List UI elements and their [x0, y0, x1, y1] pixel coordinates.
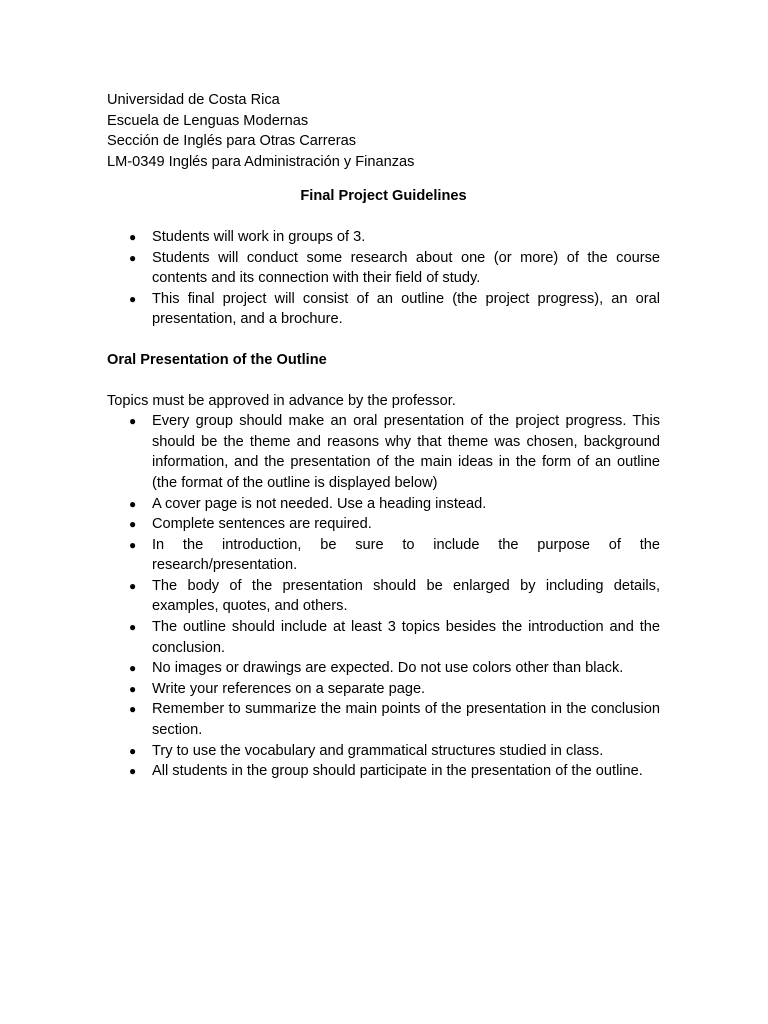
- header-section: Sección de Inglés para Otras Carreras: [107, 133, 357, 150]
- list-item: [107, 514, 660, 535]
- list-item-text: Write your references on a separate page.: [152, 680, 426, 697]
- list-item-text: Try to use the vocabulary and grammatical structures studied in class.: [152, 742, 604, 759]
- list-item: [107, 741, 660, 762]
- list-item-text: Complete sentences are required.: [152, 516, 372, 533]
- bullet-icon: ●: [129, 620, 137, 635]
- list-item: [107, 411, 660, 493]
- header-university: Universidad de Costa Rica: [107, 92, 280, 108]
- list-item-text: This final project will consist of an outline (the project progress), an oral presentation, and a brochure.: [152, 290, 660, 328]
- bullet-icon: ●: [129, 764, 137, 779]
- bullet-icon: ●: [129, 681, 137, 696]
- list-item: [107, 494, 660, 515]
- document-title: Final Project Guidelines: [300, 188, 467, 205]
- header-school: Escuela de Lenguas Modernas: [107, 112, 309, 129]
- list-item: [107, 699, 660, 740]
- list-item-text: The body of the presentation should be enlarged by including details, examples, quotes, and others.: [152, 577, 660, 615]
- list-item: [107, 617, 660, 658]
- section-intro: Topics must be approved in advance by the professor.: [107, 392, 456, 409]
- bullet-icon: ●: [129, 517, 137, 532]
- list-item: [107, 658, 660, 679]
- list-item-text: The outline should include at least 3 topics besides the introduction and the conclusion.: [152, 619, 660, 656]
- list-item-text: Students will work in groups of 3.: [152, 228, 366, 245]
- bullet-icon: ●: [129, 496, 137, 511]
- list-item: [107, 535, 660, 576]
- list-item: [107, 227, 660, 248]
- bullet-icon: ●: [129, 291, 137, 306]
- list-item: [107, 761, 660, 782]
- list-item: [107, 248, 660, 289]
- list-item-text: Every group should make an oral presentation of the project progress. This should be the theme and reasons why that theme was chosen, background information, and the presentation of the main ideas in the form of an outline (the format of the outline is displayed below): [152, 413, 660, 491]
- bullet-icon: ●: [129, 578, 137, 593]
- bullet-icon: ●: [129, 414, 137, 429]
- list-item-text: All students in the group should participate in the presentation of the outline.: [152, 763, 643, 780]
- list-item-text: A cover page is not needed. Use a heading instead.: [152, 495, 487, 512]
- bullet-icon: ●: [129, 661, 137, 676]
- guidelines-list: [107, 227, 660, 330]
- list-item-text: No images or drawings are expected. Do not use colors other than black.: [152, 660, 624, 677]
- bullet-icon: ●: [129, 702, 137, 717]
- bullet-icon: ●: [129, 743, 137, 758]
- list-item: [107, 289, 660, 330]
- document-header: [107, 90, 660, 172]
- list-item-text: Students will conduct some research about one (or more) of the course contents and its connection with their field of study.: [152, 249, 660, 287]
- oral-presentation-list: [107, 411, 660, 782]
- header-course: LM-0349 Inglés para Administración y Finanzas: [107, 153, 415, 170]
- list-item: [107, 576, 660, 617]
- section-heading-oral-presentation: Oral Presentation of the Outline: [107, 351, 327, 368]
- list-item: [107, 679, 660, 700]
- document-content: [107, 90, 660, 782]
- list-item-text: Remember to summarize the main points of the presentation in the conclusion section.: [152, 701, 660, 739]
- bullet-icon: ●: [129, 229, 137, 244]
- list-item-text: In the introduction, be sure to include the purpose of the research/presentation.: [152, 536, 660, 574]
- bullet-icon: ●: [129, 250, 137, 265]
- bullet-icon: ●: [129, 537, 137, 552]
